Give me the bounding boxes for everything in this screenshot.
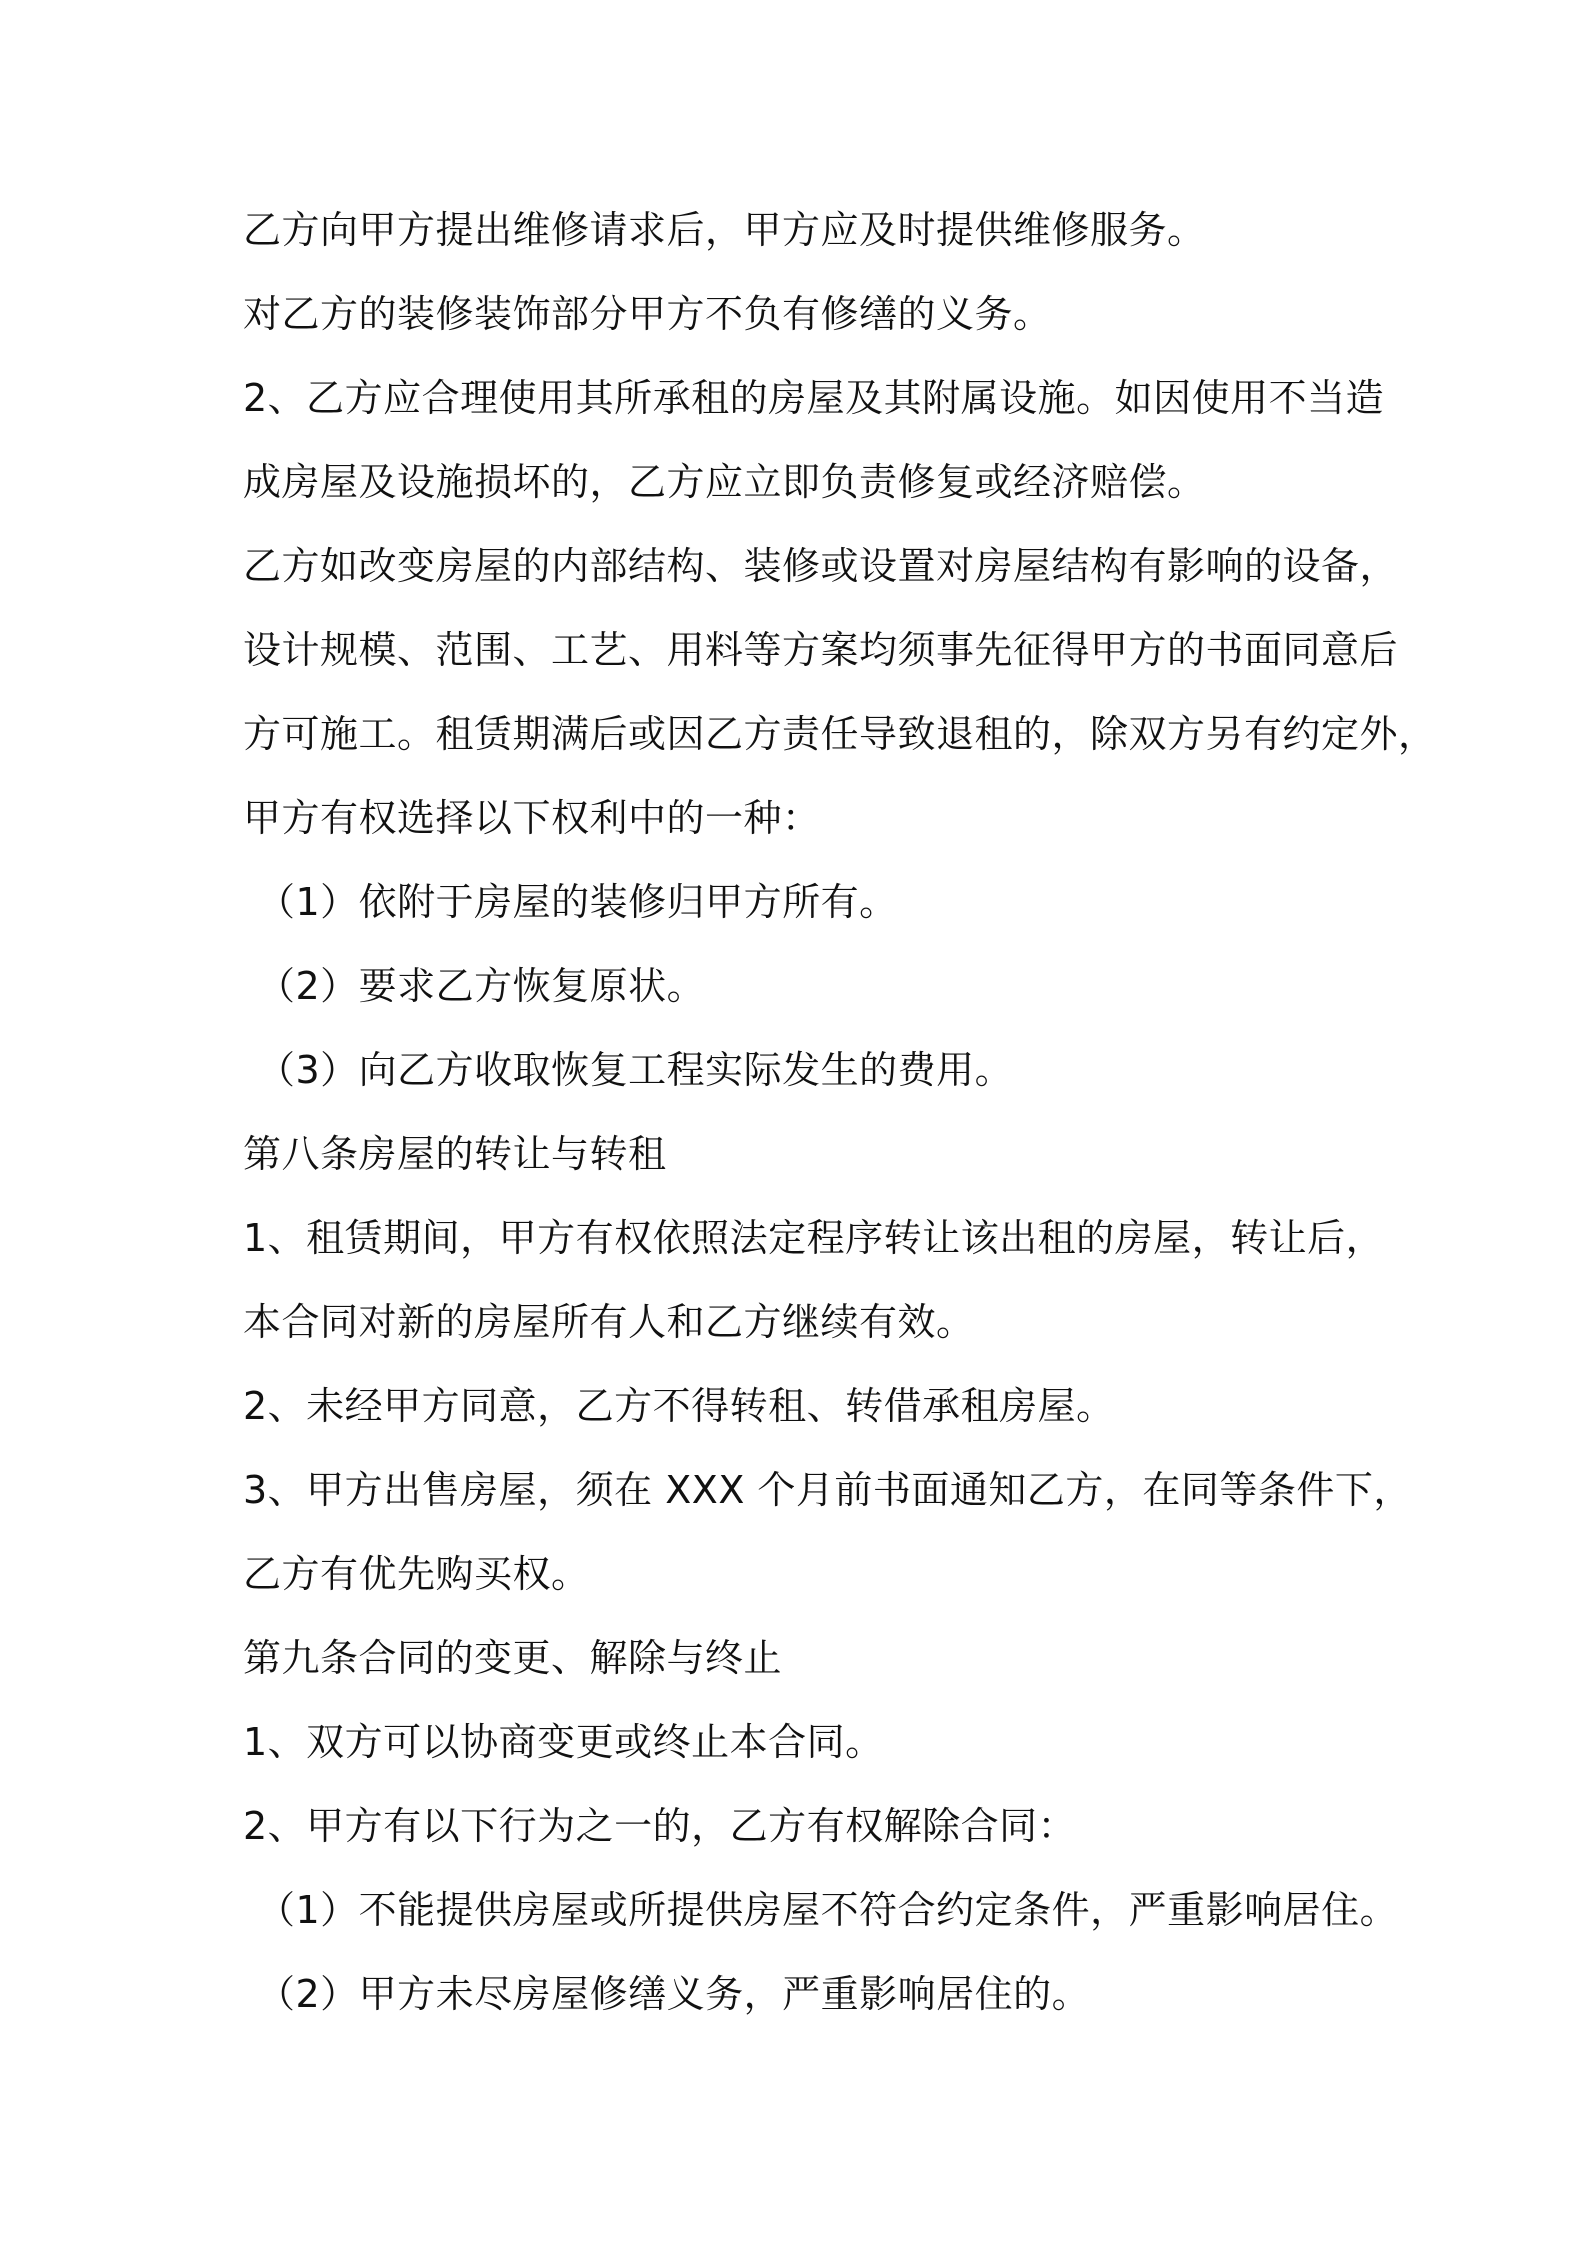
- paragraph-line: 本合同对新的房屋所有人和乙方继续有效。: [243, 1300, 975, 1344]
- paragraph-line: 3、甲方出售房屋，须在 XXX 个月前书面通知乙方，在同等条件下，: [243, 1468, 1412, 1512]
- paragraph-line: 设计规模、范围、工艺、用料等方案均须事先征得甲方的书面同意后: [243, 628, 1399, 672]
- paragraph-line: 2、未经甲方同意，乙方不得转租、转借承租房屋。: [243, 1384, 1115, 1428]
- paragraph-line: 2、甲方有以下行为之一的，乙方有权解除合同：: [243, 1804, 1077, 1848]
- paragraph-line: 方可施工。租赁期满后或因乙方责任导致退租的，除双方另有约定外，: [243, 712, 1437, 756]
- paragraph-line: 乙方有优先购买权。: [243, 1552, 590, 1596]
- paragraph-line: 1、双方可以协商变更或终止本合同。: [243, 1720, 884, 1764]
- paragraph-line: 成房屋及设施损坏的，乙方应立即负责修复或经济赔偿。: [243, 460, 1206, 504]
- paragraph-line: 乙方向甲方提出维修请求后，甲方应及时提供维修服务。: [243, 208, 1206, 252]
- paragraph-line: 2、乙方应合理使用其所承租的房屋及其附属设施。如因使用不当造: [243, 376, 1385, 420]
- list-item: （3）向乙方收取恢复工程实际发生的费用。: [257, 1048, 1014, 1092]
- paragraph-line: 甲方有权选择以下权利中的一种：: [243, 796, 821, 840]
- paragraph-line: 乙方如改变房屋的内部结构、装修或设置对房屋结构有影响的设备，: [243, 544, 1399, 588]
- paragraph-line: 1、租赁期间，甲方有权依照法定程序转让该出租的房屋，转让后，: [243, 1216, 1385, 1260]
- list-item: （1）依附于房屋的装修归甲方所有。: [257, 880, 898, 924]
- list-item: （1）不能提供房屋或所提供房屋不符合约定条件，严重影响居住。: [257, 1888, 1399, 1932]
- section-heading: 第八条房屋的转让与转租: [243, 1132, 667, 1176]
- section-heading: 第九条合同的变更、解除与终止: [243, 1636, 783, 1680]
- list-item: （2）甲方未尽房屋修缮义务，严重影响居住的。: [257, 1972, 1091, 2016]
- list-item: （2）要求乙方恢复原状。: [257, 964, 706, 1008]
- paragraph-line: 对乙方的装修装饰部分甲方不负有修缮的义务。: [243, 292, 1052, 336]
